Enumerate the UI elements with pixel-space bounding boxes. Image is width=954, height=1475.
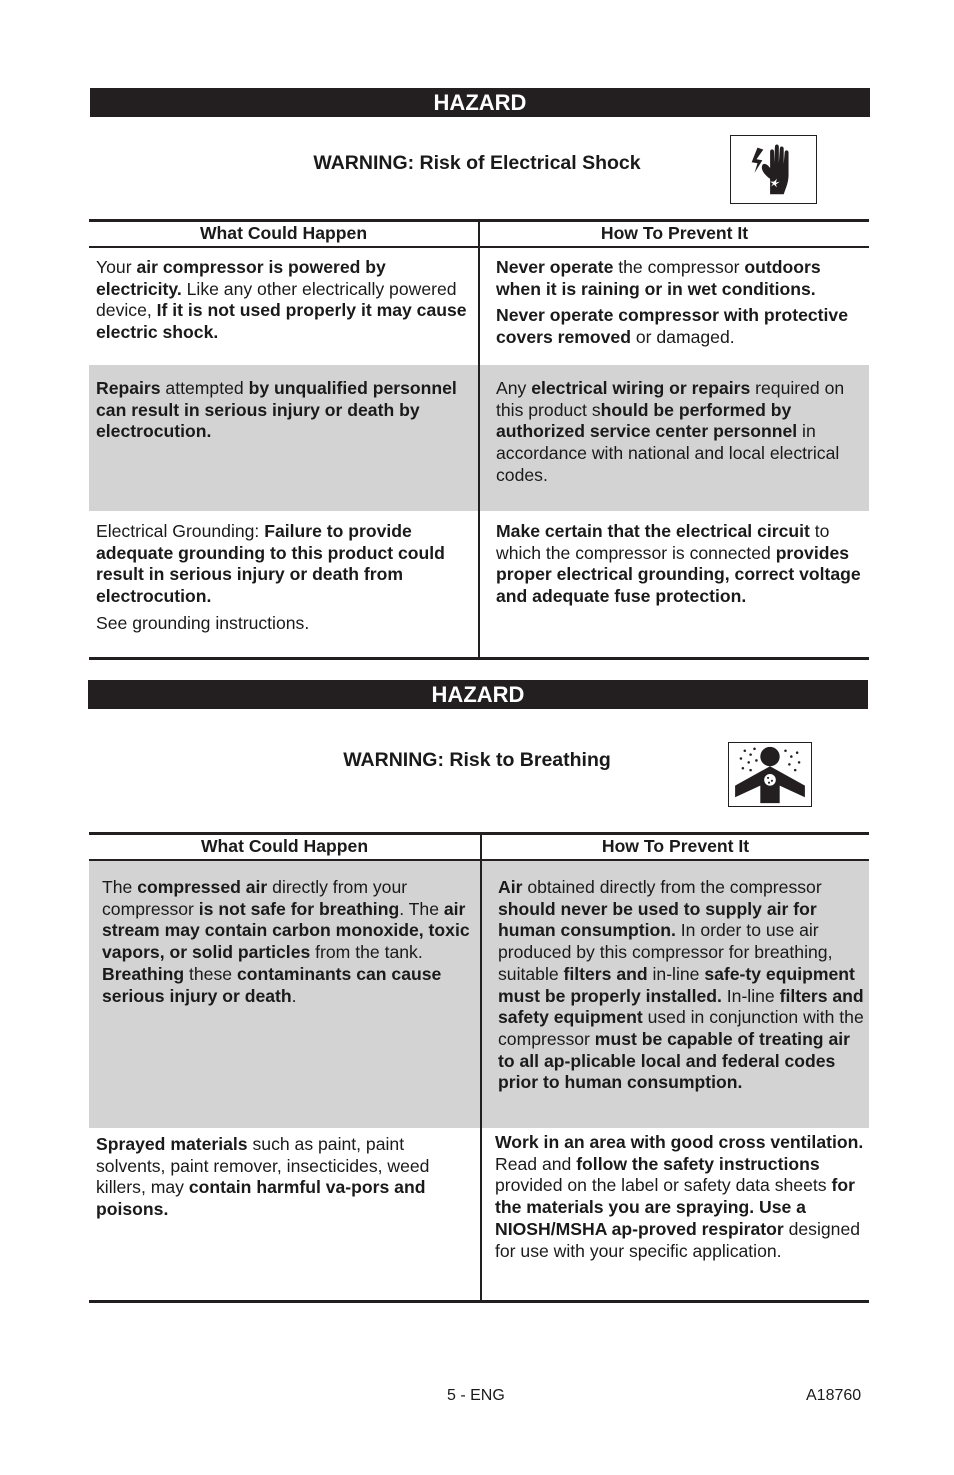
text: See grounding instructions. bbox=[96, 612, 310, 633]
column-header-how-to-prevent: How To Prevent It bbox=[481, 834, 869, 861]
table-row bbox=[89, 247, 869, 365]
bold-text: Failure to provide adequate grounding to this product could result in serious injury or death from electrocution. bbox=[96, 521, 445, 607]
text: used in conjunction with the compressor bbox=[498, 1007, 864, 1049]
column-header-what-could-happen: What Could Happen bbox=[89, 221, 479, 248]
bold-text: Never operate bbox=[496, 257, 614, 277]
text: the compressor bbox=[613, 257, 745, 277]
bold-text: Make certain that the electrical circuit bbox=[496, 521, 810, 541]
text: these bbox=[184, 963, 237, 984]
text: such as paint, paint solvents, paint remover, insecticides, weed killers, may bbox=[96, 1134, 430, 1198]
bold-text: Air bbox=[498, 877, 523, 897]
text: attempted bbox=[160, 378, 249, 398]
bold-text: electrical wiring or repairs bbox=[531, 378, 751, 398]
bold-text: Breathing bbox=[102, 963, 185, 984]
bold-text: filters and bbox=[563, 963, 648, 984]
happen-cell bbox=[89, 1128, 481, 1301]
bold-text: filters and safety equipment bbox=[498, 985, 864, 1028]
cell-paragraph bbox=[496, 378, 865, 487]
bold-text: should never be used to supply air for human consumption. bbox=[498, 898, 817, 941]
bold-text: by unqualified personnel can result in serious injury or death by electrocution. bbox=[96, 378, 457, 442]
cell-paragraph bbox=[96, 613, 470, 635]
text: In-line bbox=[721, 985, 780, 1006]
hazard-banner: HAZARD bbox=[90, 88, 870, 117]
text: The bbox=[102, 877, 138, 897]
text: Any bbox=[496, 378, 532, 398]
cell-paragraph bbox=[102, 877, 472, 1007]
text: required on this product s bbox=[496, 378, 845, 420]
toxic-fumes-breathing-icon bbox=[728, 742, 812, 807]
text: Like any other electrically powered device, bbox=[96, 278, 457, 321]
bold-text: safe-ty equipment must be properly installed. bbox=[498, 963, 855, 1006]
bold-text: If it is not used properly it may cause electric shock. bbox=[96, 300, 467, 343]
column-header-how-to-prevent: How To Prevent It bbox=[479, 221, 869, 248]
bold-text: follow the safety instructions bbox=[576, 1153, 820, 1174]
document-code: A18760 bbox=[806, 1387, 862, 1404]
hazard-banner: HAZARD bbox=[88, 680, 868, 709]
bold-text: provides proper electrical grounding, correct voltage and adequate fuse protection. bbox=[496, 542, 861, 607]
page-number: 5 - ENG bbox=[447, 1387, 505, 1404]
text: or damaged. bbox=[630, 327, 735, 348]
bold-text: is not safe for breathing bbox=[198, 898, 400, 919]
cell-paragraph bbox=[496, 521, 865, 608]
column-header-what-could-happen: What Could Happen bbox=[89, 834, 481, 861]
electrical-hazard-table bbox=[89, 219, 869, 660]
text: to which the compressor is connected bbox=[496, 521, 830, 563]
happen-cell bbox=[89, 511, 479, 658]
bold-text: air stream may contain carbon monoxide, toxic vapors, or solid particles bbox=[102, 898, 470, 963]
bold-text: air compressor is powered by electricity. bbox=[96, 257, 386, 299]
table-row bbox=[89, 365, 869, 511]
text: directly from your compressor bbox=[102, 877, 408, 919]
happen-cell bbox=[89, 860, 481, 1128]
prevent-cell bbox=[479, 511, 869, 658]
bold-text: Never operate compressor with protective covers removed bbox=[496, 305, 848, 348]
text: obtained directly from the compressor bbox=[522, 877, 822, 897]
cell-paragraph bbox=[96, 378, 470, 443]
breathing-hazard-table bbox=[89, 832, 869, 1303]
text: from the tank. bbox=[310, 942, 423, 963]
table-row bbox=[89, 1128, 869, 1301]
prevent-cell bbox=[479, 365, 869, 511]
text: Your bbox=[96, 257, 137, 277]
cell-paragraph bbox=[96, 521, 470, 608]
bold-text: Sprayed materials bbox=[96, 1134, 248, 1154]
text: Electrical Grounding: bbox=[96, 521, 265, 541]
prevent-cell bbox=[481, 860, 869, 1128]
electric-shock-hand-icon bbox=[730, 135, 817, 204]
warning-title: WARNING: Risk to Breathing bbox=[343, 749, 611, 771]
text: designed for use with your specific application. bbox=[495, 1218, 861, 1261]
text: . The bbox=[399, 898, 444, 919]
cell-paragraph bbox=[495, 1132, 865, 1262]
table-row bbox=[89, 511, 869, 658]
prevent-cell bbox=[481, 1128, 869, 1301]
bold-text: contaminants can cause serious injury or death bbox=[102, 963, 442, 1006]
warning-title: WARNING: Risk of Electrical Shock bbox=[313, 152, 641, 174]
bold-text: contain harmful va-pors and poisons. bbox=[96, 1177, 426, 1220]
text: In order to use air produced by this compressor for breathing, suitable bbox=[498, 920, 833, 984]
text: provided on the label or safety data sheets bbox=[495, 1175, 832, 1196]
happen-cell bbox=[89, 365, 479, 511]
table-row bbox=[89, 860, 869, 1128]
prevent-cell bbox=[479, 247, 869, 365]
text: Read and bbox=[495, 1153, 577, 1174]
bold-text: for the materials you are spraying. Use a NIOSH/MSHA ap-proved respirator bbox=[495, 1175, 855, 1239]
bold-text: compressed air bbox=[137, 877, 268, 897]
bold-text: must be capable of treating air to all ap-plicable local and federal codes prior to human consumption. bbox=[498, 1028, 850, 1093]
cell-paragraph bbox=[496, 305, 865, 348]
bold-text: hould be performed by authorized service center personnel bbox=[496, 399, 798, 442]
cell-paragraph bbox=[498, 877, 865, 1094]
cell-paragraph bbox=[96, 1134, 472, 1221]
happen-cell bbox=[89, 247, 479, 365]
text: . bbox=[291, 985, 297, 1006]
cell-paragraph bbox=[96, 257, 470, 344]
bold-text: Repairs bbox=[96, 378, 161, 398]
bold-text: outdoors when it is raining or in wet conditions. bbox=[496, 257, 821, 299]
bold-text: Work in an area with good cross ventilation. bbox=[495, 1132, 864, 1152]
text: in-line bbox=[647, 963, 705, 984]
cell-paragraph bbox=[496, 257, 865, 300]
text: in accordance with national and local electrical codes. bbox=[496, 421, 840, 485]
